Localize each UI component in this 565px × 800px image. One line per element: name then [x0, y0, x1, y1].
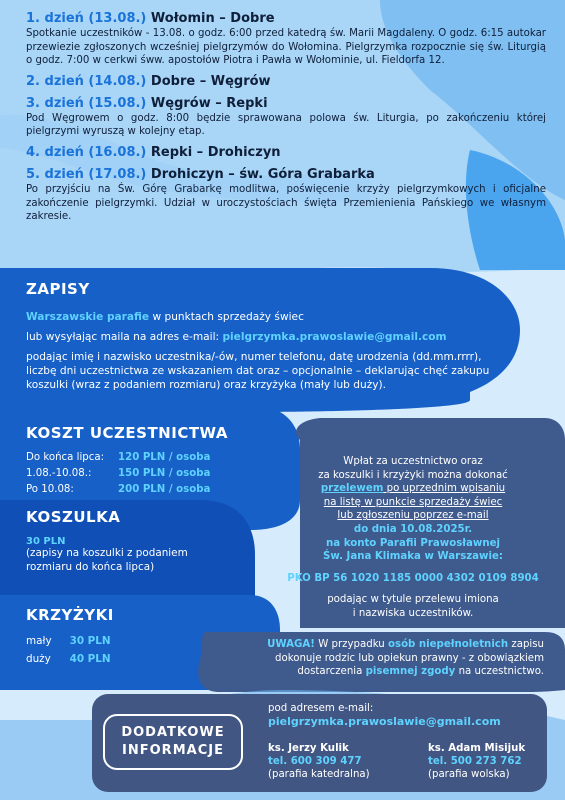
day-number: 2. dzień (14.08.)	[26, 73, 147, 89]
day-number: 1. dzień (13.08.)	[26, 11, 147, 26]
contact-email-link[interactable]: pielgrzymka.prawoslawie@gmail.com	[268, 715, 501, 728]
day-route: Dobre – Węgrów	[150, 73, 271, 89]
day-5	[26, 166, 546, 224]
parishes-label: Warszawskie parafie	[26, 311, 150, 323]
day-route: Drohiczyn – św. Góra Grabarka	[150, 166, 375, 182]
phone-number[interactable]: tel. 600 309 477	[268, 756, 362, 767]
day-3	[26, 95, 546, 139]
tshirt-note: (zapisy na koszulki z podaniem rozmiaru do końca lipca)	[26, 547, 188, 573]
deadline: do dnia 10.08.2025r.	[353, 523, 473, 535]
tshirt-title: KOSZULKA	[26, 508, 121, 526]
crosses-table	[26, 632, 111, 668]
day-number: 4. dzień (16.08.)	[26, 144, 147, 160]
payment-info: Wpłat za uczestnictwo oraz za koszulki i krzyżyki można dokonać przelewem po uprzednim wpisaniu na listę w punkcie sprzedaży świec lub zgłoszeniu poprzez e-mail do dnia 10.08.2025r. na konto Parafii Prawosławnej Św. Jana Klimaka w Warszawie: PKO BP 56 1020 1185 0000 4302 0109 8904 podając w tytule przelewu imiona i nazwiska uczestników.	[282, 455, 544, 621]
cost-title: KOSZT UCZESTNICTWA	[26, 424, 229, 442]
warning-label: UWAGA!	[267, 639, 315, 650]
bank-account: PKO BP 56 1020 1185 0000 4302 0109 8904	[287, 572, 539, 584]
day-number: 5. dzień (17.08.)	[26, 166, 147, 182]
day-route: Wołomin – Dobre	[150, 11, 275, 26]
day-route: Repki – Drohiczyn	[150, 144, 281, 160]
email-link[interactable]: pielgrzymka.prawoslawie@gmail.com	[222, 331, 447, 343]
cost-table	[26, 450, 210, 498]
registration-details: podając imię i nazwisko uczestnika/-ów, numer telefonu, datę urodzenia (dd.mm.rrrr), liczbę dni uczestnictwa ze wskazaniem dat oraz – opcjonalnie – deklarując chęć zakupu koszulki (wraz z podaniem rozmiaru) oraz krzyżyka (mały lub duży).	[26, 351, 490, 391]
table-row: duży 40 PLN	[26, 653, 111, 665]
day-1	[26, 10, 546, 68]
table-row: Po 10.08: 200 PLN / osoba	[26, 484, 211, 495]
itinerary	[26, 10, 546, 229]
day-description: Pod Węgrowem o godz. 8:00 będzie sprawowana polowa św. Liturgia, po zakończeniu której pielgrzymi wyruszą w kolejny etap.	[26, 112, 546, 138]
day-route: Węgrów – Repki	[150, 95, 268, 111]
day-description: Spotkanie uczestników - 13.08. o godz. 6:00 przed katedrą św. Marii Magdaleny. O godz. 6:15 autokar przewiezie zgłoszonych wcześniej pielgrzymów do Wołomina. Pielgrzymka rozpocznie się św. Liturgią o godz. 7:00 w cerkwi śww. apostołów Piotra i Pawła w Wołominie, ul. Fieldorfa 12.	[26, 28, 546, 67]
tshirt-price: 30 PLN	[26, 536, 66, 547]
contact-person: ks. Jerzy Kulik tel. 600 309 477 (parafia katedralna)	[268, 743, 370, 780]
tshirt-section	[26, 508, 226, 574]
table-row: 1.08.-10.08.: 150 PLN / osoba	[26, 468, 211, 479]
phone-number[interactable]: tel. 500 273 762	[428, 756, 522, 767]
zapisy-title: ZAPISY	[26, 280, 90, 298]
day-description: Po przyjściu na Św. Górę Grabarkę modlitwa, poświęcenie krzyży pielgrzymkowych i oficjalne zakończenie pielgrzymki. Udział w uroczystościach święta Przemienienia Pańskiego we własnym zakresie.	[26, 183, 546, 223]
day-number: 3. dzień (15.08.)	[26, 95, 147, 111]
crosses-section	[26, 606, 226, 668]
contact-email: pod adresem e-mail: pielgrzymka.prawoslawie@gmail.com	[268, 702, 543, 728]
transfer-label: przelewem	[320, 483, 384, 495]
zapisy-section: ZAPISY Warszawskie parafie w punktach sprzedaży świec lub wysyłając maila na adres e-mail: pielgrzymka.prawoslawie@gmail.com podając imię i nazwisko uczestnika/-ów, numer telefonu, datę urodzenia (dd.mm.rrrr), liczbę dni uczestnictwa ze wskazaniem dat oraz – opcjonalnie – deklarując chęć zakupu koszulki (wraz z podaniem rozmiaru) oraz krzyżyka (mały lub duży).	[26, 280, 526, 392]
contact-person: ks. Adam Misijuk tel. 500 273 762 (parafia wolska)	[428, 743, 526, 780]
additional-info-box	[93, 694, 545, 790]
table-row: Do końca lipca: 120 PLN / osoba	[26, 452, 211, 463]
additional-info-badge: DODATKOWE INFORMACJE	[103, 714, 243, 770]
cost-section	[26, 424, 256, 498]
table-row: mały 30 PLN	[26, 635, 111, 647]
notice: UWAGA! W przypadku osób niepełnoletnich zapisu dokonuje rodzic lub opiekun prawny - z obowiązkiem dostarczenia pisemnej zgody na uczestnictwo.	[267, 639, 544, 678]
crosses-title: KRZYŻYKI	[26, 606, 114, 624]
day-4	[26, 144, 546, 161]
day-2	[26, 73, 546, 90]
